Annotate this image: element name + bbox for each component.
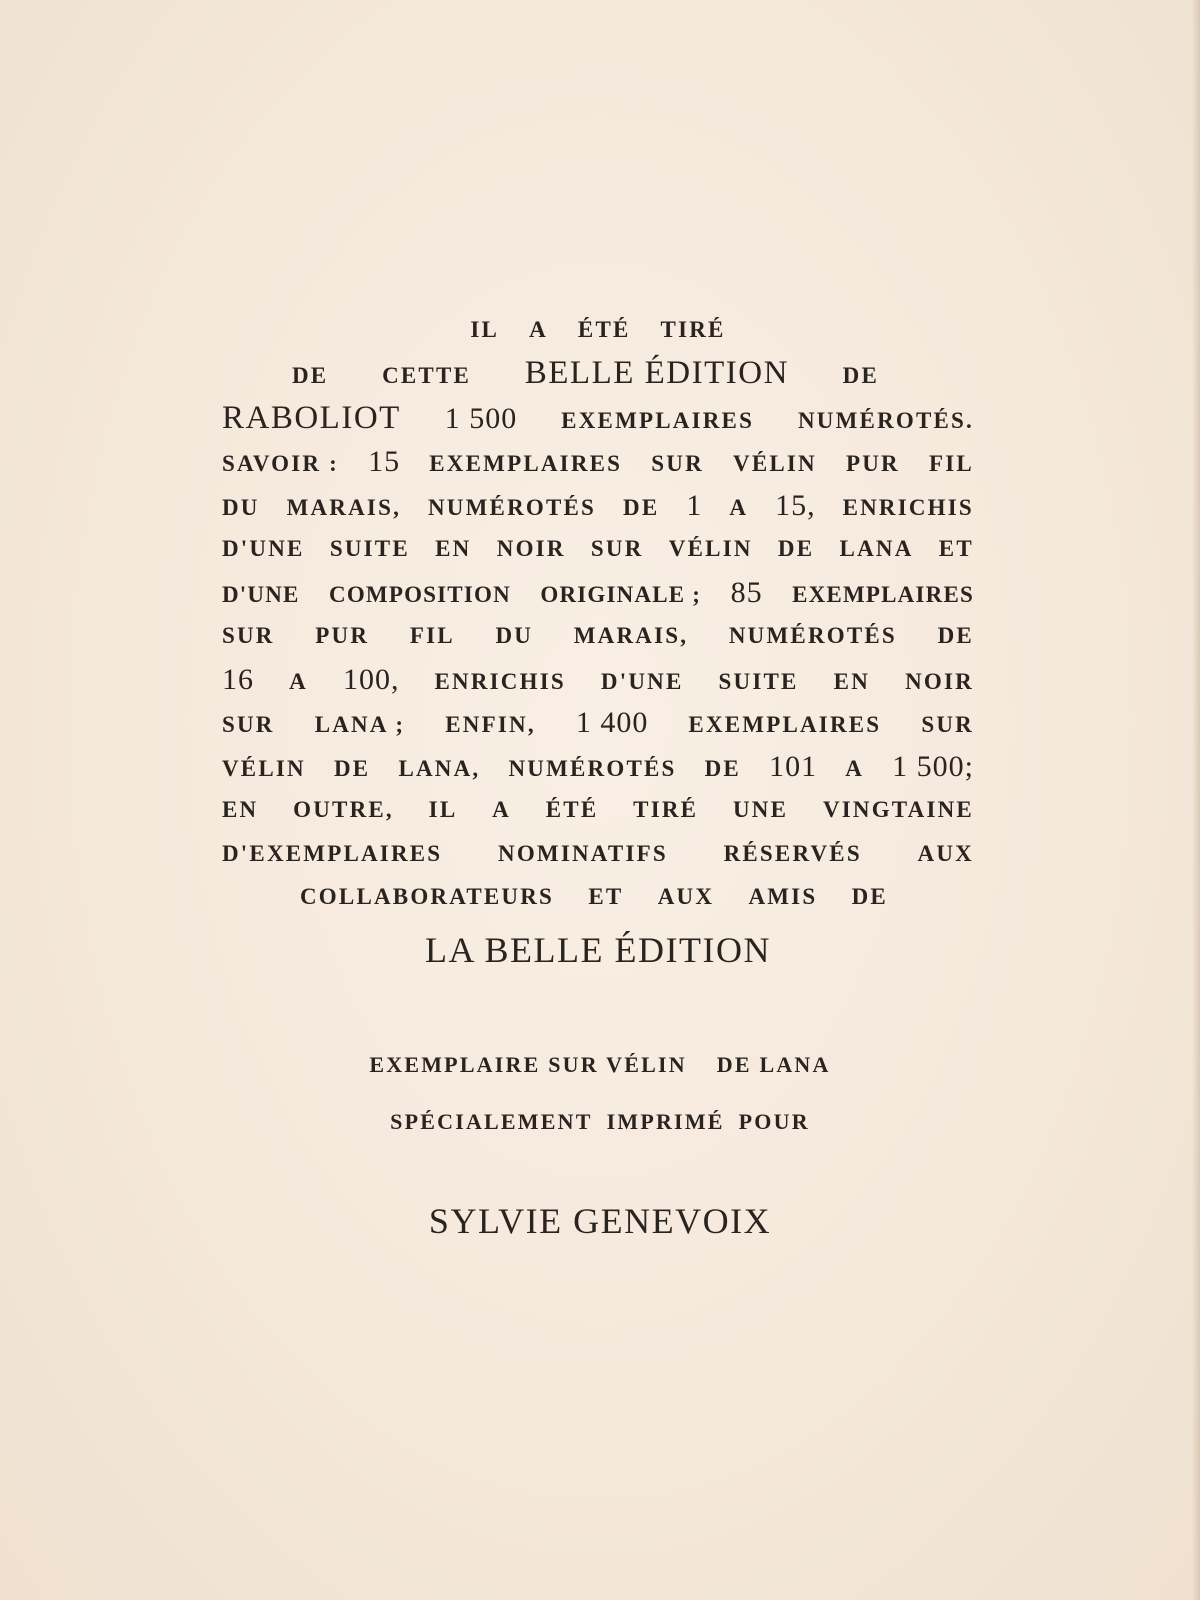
word: COMPOSITION [329, 581, 511, 607]
word: ET [938, 536, 974, 561]
word: NOIR [496, 536, 566, 561]
word: A [492, 797, 511, 822]
word: NOMINATIFS [498, 840, 668, 866]
word: IL [428, 797, 458, 822]
colophon-line-4 [222, 441, 974, 485]
word: DU [495, 623, 534, 648]
word: MARAIS, [286, 494, 402, 520]
word: OUTRE, [293, 797, 394, 822]
word: ENRICHIS [842, 494, 974, 520]
word: D'EXEMPLAIRES [222, 840, 443, 866]
number: 1 400 [575, 706, 649, 739]
book-title: RABOLIOT [222, 400, 401, 436]
number: 1 500 [444, 402, 518, 435]
number: 101 [769, 749, 818, 783]
word: FIL [409, 623, 455, 648]
copy-type-line [0, 1052, 1200, 1078]
word: DE [851, 884, 888, 909]
publisher-name: LA BELLE ÉDITION [425, 929, 771, 970]
copy-type: EXEMPLAIRE SUR VÉLIN [369, 1052, 687, 1077]
word: IMPRIMÉ [606, 1109, 725, 1134]
word: VÉLIN [222, 755, 306, 781]
word: VÉLIN [733, 451, 817, 476]
word: EXEMPLAIRES [792, 581, 974, 607]
colophon-line-11 [222, 746, 974, 790]
recipient-name: SYLVIE GENEVOIX [428, 1201, 772, 1241]
word: TIRÉ [633, 797, 699, 822]
word: AUX [657, 884, 715, 909]
word: FIL [928, 451, 974, 476]
word: ÉTÉ [577, 317, 631, 342]
word: LANA, [398, 755, 481, 781]
paper-type: DE LANA [716, 1052, 831, 1077]
word: NUMÉROTÉS. [798, 408, 974, 433]
colophon-line-3 [222, 397, 974, 441]
colophon-line-8 [222, 615, 974, 659]
word: SUR [590, 536, 644, 561]
word: SUR [651, 451, 704, 476]
word: AMIS [748, 884, 818, 909]
word: EXEMPLAIRES [429, 451, 623, 476]
word: SUITE [329, 536, 410, 561]
word: SUITE [718, 668, 799, 694]
word: SAVOIR : [222, 451, 340, 476]
number: 85 [730, 575, 763, 609]
word: ET [588, 884, 624, 909]
word: IL [470, 317, 500, 342]
word: DU [222, 494, 260, 520]
number: 100, [342, 662, 400, 696]
edition-name: BELLE ÉDITION [524, 355, 789, 391]
number: 15, [775, 488, 816, 522]
word: SUR [921, 712, 974, 737]
word: LANA ; [314, 712, 406, 737]
number: 1 [686, 488, 703, 522]
colophon-line-6 [222, 528, 974, 572]
dedication-line [0, 1109, 1200, 1135]
word: ENRICHIS [434, 668, 566, 694]
page-edge-shadow [1192, 0, 1200, 1600]
word: DE [623, 494, 660, 520]
word: NUMÉROTÉS [728, 623, 897, 648]
colophon-line-5 [222, 485, 974, 529]
word: EN [222, 797, 259, 822]
word: PUR [315, 623, 370, 648]
word: MARAIS, [573, 623, 689, 648]
word: ÉTÉ [545, 797, 599, 822]
colophon-line-2 [222, 352, 974, 397]
word: D'UNE [600, 668, 684, 694]
colophon-line-9 [222, 659, 974, 703]
word: NUMÉROTÉS [508, 755, 677, 781]
word: D'UNE [222, 536, 305, 561]
word: NOIR [905, 668, 974, 694]
word: NUMÉROTÉS [428, 494, 597, 520]
word: COLLABORATEURS [300, 884, 555, 909]
word: DE [777, 536, 815, 561]
word: DE [333, 755, 371, 781]
word: VÉLIN [668, 536, 753, 561]
colophon-line-7 [222, 572, 974, 616]
word: POUR [738, 1109, 810, 1134]
number: 16 [222, 662, 254, 696]
word: AUX [917, 840, 974, 866]
word: A [529, 317, 548, 342]
word: DE [704, 755, 741, 781]
word: TIRÉ [660, 317, 726, 342]
colophon-line-14 [222, 876, 974, 920]
word: SUR [222, 623, 275, 648]
word: UNE [732, 797, 789, 822]
word: EXEMPLAIRES [561, 408, 755, 433]
word: DE [937, 623, 974, 648]
word: RÉSERVÉS [723, 840, 862, 866]
word: DE [292, 363, 329, 388]
word: ORIGINALE ; [540, 581, 702, 607]
word: EN [833, 668, 871, 694]
colophon-line-12 [222, 789, 974, 833]
word: A [729, 494, 749, 520]
word: SPÉCIALEMENT [390, 1109, 593, 1134]
word: EN [435, 536, 472, 561]
word: A [845, 755, 865, 781]
colophon-text-block [222, 315, 974, 972]
number: 1 500; [892, 749, 974, 783]
colophon-line-1 [222, 315, 974, 352]
word: CETTE [382, 363, 472, 388]
colophon-line-10 [222, 702, 974, 746]
number: 15 [368, 445, 401, 478]
word: LANA [839, 536, 914, 561]
word: SUR [222, 712, 275, 737]
word: A [289, 668, 308, 694]
word: DE [842, 363, 879, 388]
word: D'UNE [222, 581, 300, 607]
word: PUR [845, 451, 900, 476]
word: EXEMPLAIRES [688, 712, 882, 737]
colophon-line-13 [222, 833, 974, 877]
word: VINGTAINE [822, 797, 974, 822]
word: ENFIN, [445, 712, 536, 737]
